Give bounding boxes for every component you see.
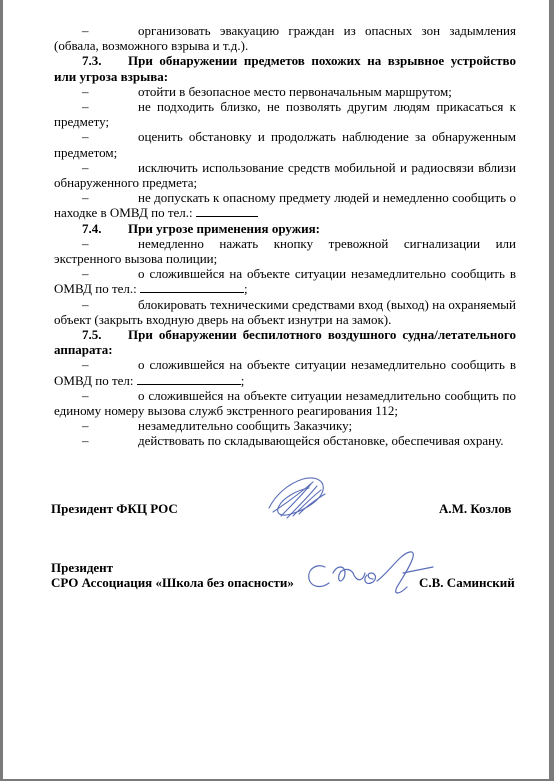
list-item: – о сложившейся на объекте ситуации незамедлительно сообщить в ОМВД по тел.: ; [54, 266, 516, 297]
section-number: 7.5. [82, 327, 102, 343]
signatory-1-title: Президент ФКЦ РОС [51, 501, 178, 516]
item-text: оценить обстановку и продолжать наблюдение за обнаруженным предметом; [54, 129, 516, 160]
item-text: не допускать к опасному предмету людей и немедленно сообщить о находке в ОМВД по тел.: [54, 190, 516, 221]
list-item [54, 418, 516, 433]
phone-blank-field [196, 205, 258, 217]
dash-mark: – [82, 296, 89, 312]
item-text: о сложившейся на объекте ситуации незамедлительно сообщить в ОМВД по тел: [54, 357, 516, 388]
item-text: действовать по складывающейся обстановке, обеспечивая охрану. [138, 433, 504, 449]
section-heading-7-4 [54, 221, 516, 236]
section-number: 7.4. [82, 220, 102, 236]
phone-blank-field [137, 373, 241, 385]
document-page [3, 0, 549, 779]
item-text: организовать эвакуацию граждан из опасных зон задымления (обвала, возможного взрыва и т.д.). [54, 23, 516, 54]
section-number: 7.3. [82, 53, 102, 69]
list-item [54, 99, 516, 129]
list-item [54, 433, 516, 448]
dash-mark: – [82, 387, 89, 403]
signatory-1-name: А.М. Козлов [439, 501, 512, 516]
section-heading-7-3 [54, 53, 516, 83]
list-item [54, 388, 516, 418]
dash-mark: – [82, 190, 89, 206]
dash-mark: – [82, 129, 89, 145]
signature-1-icon [263, 470, 338, 525]
section-title: При обнаружении предметов похожих на взрывное устройство или угроза взрыва: [54, 53, 516, 84]
phone-blank-field [140, 281, 244, 293]
signatory-2-title-line1: Президент [51, 560, 114, 575]
list-item [54, 84, 516, 99]
item-text: незамедлительно сообщить Заказчику; [138, 418, 353, 434]
dash-mark: – [82, 418, 89, 434]
item-text: исключить использование средств мобильной и радиосвязи вблизи обнаруженного предмета; [54, 159, 516, 191]
dash-mark: – [82, 433, 89, 449]
list-item [54, 236, 516, 266]
dash-mark: – [82, 83, 89, 99]
list-item [54, 160, 516, 190]
signatory-2-name: С.В. Саминский [419, 575, 515, 590]
item-text: не подходить близко, не позволять другим людям прикасаться к предмету; [54, 99, 516, 130]
item-text: о сложившейся на объекте ситуации незамедлительно сообщить по единому номеру вызова служб экстренного реагирования 112; [54, 387, 516, 419]
list-item: – о сложившейся на объекте ситуации незамедлительно сообщить в ОМВД по тел: ; [54, 357, 516, 388]
dash-mark: – [82, 23, 89, 38]
document-body [54, 23, 516, 449]
list-item [54, 190, 516, 220]
list-item [54, 297, 516, 327]
item-text: немедленно нажать кнопку тревожной сигнализации или экстренного вызова полиции; [54, 235, 516, 267]
list-item [54, 129, 516, 159]
dash-mark: – [82, 99, 89, 115]
dash-mark: – [82, 357, 89, 373]
item-text: блокировать техническими средствами вход (выход) на охраняемый объект (закрыть входную дверь на объект изнутри на замок). [54, 296, 516, 327]
section-title: При угрозе применения оружия: [128, 220, 320, 236]
signature-2-icon [303, 545, 443, 600]
item-text: отойти в безопасное место первоначальным маршрутом; [138, 83, 452, 99]
section-heading-7-5 [54, 327, 516, 357]
section-title: При обнаружении беспилотного воздушного судна/летательного аппарата: [54, 327, 516, 358]
dash-mark: – [82, 159, 89, 175]
dash-mark: – [82, 266, 89, 282]
list-item [54, 23, 516, 53]
item-text: о сложившейся на объекте ситуации незамедлительно сообщить в ОМВД по тел.: [54, 266, 516, 297]
dash-mark: – [82, 235, 89, 251]
signatory-2-title-line2: СРО Ассоциация «Школа без опасности» [51, 575, 294, 590]
